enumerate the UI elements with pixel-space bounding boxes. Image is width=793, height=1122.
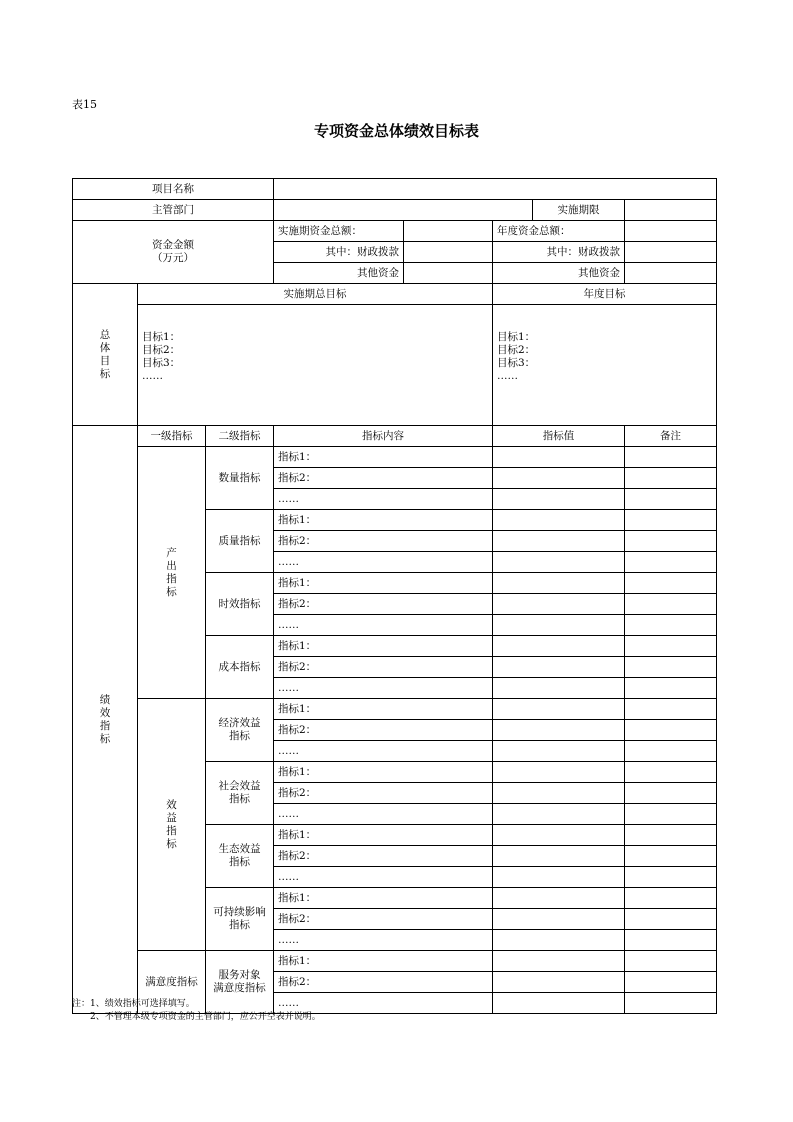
indicator-content[interactable]: 指标2：: [274, 468, 493, 489]
indicator-content[interactable]: 指标2：: [274, 909, 493, 930]
benefit-indicators-label: 效 益 指 标: [138, 699, 206, 951]
indicator-remark[interactable]: [625, 930, 717, 951]
indicator-value[interactable]: [493, 678, 625, 699]
indicator-value[interactable]: [493, 594, 625, 615]
indicator-content[interactable]: 指标2：: [274, 972, 493, 993]
indicator-remark[interactable]: [625, 510, 717, 531]
indicator-value[interactable]: [493, 468, 625, 489]
indicator-content[interactable]: 指标1：: [274, 888, 493, 909]
department-cell[interactable]: [274, 200, 533, 221]
footnote-2: 2、不管理本级专项资金的主管部门，应公开空表并说明。: [90, 1012, 321, 1022]
indicator-remark[interactable]: [625, 447, 717, 468]
indicator-remark[interactable]: [625, 846, 717, 867]
department-label: 主管部门: [73, 200, 274, 221]
indicator-content[interactable]: 指标1：: [274, 573, 493, 594]
indicator-remark[interactable]: [625, 783, 717, 804]
total-other-cell[interactable]: [404, 263, 493, 284]
indicator-remark[interactable]: [625, 762, 717, 783]
timeliness-indicator-label: 时效指标: [206, 573, 274, 636]
period-cell[interactable]: [625, 200, 717, 221]
indicator-content[interactable]: ……: [274, 993, 493, 1014]
footnote-1: 注：1、绩效指标可选择填写。: [72, 999, 195, 1009]
indicator-value[interactable]: [493, 510, 625, 531]
indicator-value[interactable]: [493, 951, 625, 972]
indicator-remark[interactable]: [625, 489, 717, 510]
indicator-value[interactable]: [493, 531, 625, 552]
indicator-content[interactable]: ……: [274, 804, 493, 825]
indicator-remark[interactable]: [625, 825, 717, 846]
indicator-remark[interactable]: [625, 741, 717, 762]
page-title: 专项资金总体绩效目标表: [313, 122, 479, 140]
indicator-content[interactable]: 指标2：: [274, 720, 493, 741]
indicator-value[interactable]: [493, 741, 625, 762]
funds-label-line1: 资金金额: [152, 239, 194, 251]
overall-goal-header: 实施期总目标: [138, 284, 493, 305]
indicator-value[interactable]: [493, 762, 625, 783]
indicator-content[interactable]: ……: [274, 930, 493, 951]
indicator-content[interactable]: 指标1：: [274, 510, 493, 531]
ecological-benefit-label: 生态效益 指标: [206, 825, 274, 888]
quality-indicator-label: 质量指标: [206, 510, 274, 573]
indicator-remark[interactable]: [625, 951, 717, 972]
total-fiscal-label: 其中：财政拨款: [274, 242, 404, 263]
indicator-content[interactable]: 指标1：: [274, 636, 493, 657]
total-fiscal-cell[interactable]: [404, 242, 493, 263]
indicator-remark[interactable]: [625, 531, 717, 552]
indicator-value[interactable]: [493, 552, 625, 573]
indicator-remark[interactable]: [625, 573, 717, 594]
total-funds-label: 实施期资金总额：: [274, 221, 404, 242]
performance-indicators-label: 绩 效 指 标: [73, 426, 138, 1014]
indicator-value[interactable]: [493, 447, 625, 468]
indicator-value[interactable]: [493, 720, 625, 741]
sustainable-impact-label: 可持续影响 指标: [206, 888, 274, 951]
indicator-content[interactable]: 指标2：: [274, 531, 493, 552]
col-level1-header: 一级指标: [138, 426, 206, 447]
indicator-value[interactable]: [493, 993, 625, 1014]
annual-other-label: 其他资金: [493, 263, 625, 284]
annual-fiscal-label: 其中：财政拨款: [493, 242, 625, 263]
indicator-value[interactable]: [493, 489, 625, 510]
indicator-remark[interactable]: [625, 909, 717, 930]
indicator-value[interactable]: [493, 888, 625, 909]
indicator-content[interactable]: ……: [274, 741, 493, 762]
project-name-label: 项目名称: [73, 179, 274, 200]
indicator-value[interactable]: [493, 825, 625, 846]
indicator-remark[interactable]: [625, 615, 717, 636]
funds-label: [73, 221, 274, 284]
indicator-value[interactable]: [493, 657, 625, 678]
overall-goals-label: 总 体 目 标: [73, 284, 138, 426]
total-other-label: 其他资金: [274, 263, 404, 284]
indicator-value[interactable]: [493, 972, 625, 993]
col-value-header: 指标值: [493, 426, 625, 447]
service-satisfaction-label: 服务对象 满意度指标: [206, 951, 274, 1014]
indicator-value[interactable]: [493, 909, 625, 930]
indicator-content[interactable]: 指标2：: [274, 657, 493, 678]
indicator-content[interactable]: 指标2：: [274, 846, 493, 867]
performance-target-table: [72, 178, 717, 1014]
indicator-remark[interactable]: [625, 552, 717, 573]
indicator-content[interactable]: ……: [274, 489, 493, 510]
indicator-value[interactable]: [493, 846, 625, 867]
period-label: 实施期限: [533, 200, 625, 221]
indicator-remark[interactable]: [625, 678, 717, 699]
economic-benefit-label: 经济效益 指标: [206, 699, 274, 762]
total-funds-cell[interactable]: [404, 221, 493, 242]
annual-other-cell[interactable]: [625, 263, 717, 284]
annual-goal-content[interactable]: 目标1： 目标2： 目标3： ……: [493, 305, 717, 426]
satisfaction-indicators-label: 满意度指标: [138, 951, 206, 1014]
indicator-remark[interactable]: [625, 993, 717, 1014]
indicator-value[interactable]: [493, 699, 625, 720]
indicator-remark[interactable]: [625, 867, 717, 888]
social-benefit-label: 社会效益 指标: [206, 762, 274, 825]
output-indicators-label: 产 出 指 标: [138, 447, 206, 699]
indicator-value[interactable]: [493, 867, 625, 888]
indicator-value[interactable]: [493, 930, 625, 951]
indicator-content[interactable]: 指标1：: [274, 951, 493, 972]
indicator-content[interactable]: 指标2：: [274, 594, 493, 615]
indicator-remark[interactable]: [625, 804, 717, 825]
indicator-value[interactable]: [493, 636, 625, 657]
indicator-remark[interactable]: [625, 720, 717, 741]
quantity-indicator-label: 数量指标: [206, 447, 274, 510]
indicator-content[interactable]: ……: [274, 552, 493, 573]
indicator-remark[interactable]: [625, 594, 717, 615]
overall-goal-content[interactable]: 目标1： 目标2： 目标3： ……: [138, 305, 493, 426]
indicator-content[interactable]: 指标1：: [274, 825, 493, 846]
annual-funds-label: 年度资金总额：: [493, 221, 625, 242]
indicator-value[interactable]: [493, 615, 625, 636]
indicator-remark[interactable]: [625, 972, 717, 993]
table-number: 表15: [72, 98, 97, 111]
annual-funds-cell[interactable]: [625, 221, 717, 242]
indicator-remark[interactable]: [625, 888, 717, 909]
project-name-cell[interactable]: [274, 179, 717, 200]
col-remark-header: 备注: [625, 426, 717, 447]
footnotes: [72, 998, 321, 1024]
indicator-content[interactable]: 指标1：: [274, 699, 493, 720]
col-level2-header: 二级指标: [206, 426, 274, 447]
indicator-value[interactable]: [493, 573, 625, 594]
indicator-content[interactable]: 指标1：: [274, 762, 493, 783]
indicator-content[interactable]: 指标1：: [274, 447, 493, 468]
indicator-remark[interactable]: [625, 699, 717, 720]
annual-fiscal-cell[interactable]: [625, 242, 717, 263]
funds-label-line2: （万元）: [152, 252, 194, 264]
indicator-content[interactable]: ……: [274, 615, 493, 636]
indicator-value[interactable]: [493, 783, 625, 804]
indicator-remark[interactable]: [625, 657, 717, 678]
indicator-content[interactable]: ……: [274, 867, 493, 888]
indicator-value[interactable]: [493, 804, 625, 825]
indicator-content[interactable]: ……: [274, 678, 493, 699]
indicator-content[interactable]: 指标2：: [274, 783, 493, 804]
cost-indicator-label: 成本指标: [206, 636, 274, 699]
col-content-header: 指标内容: [274, 426, 493, 447]
annual-goal-header: 年度目标: [493, 284, 717, 305]
indicator-remark[interactable]: [625, 468, 717, 489]
indicator-remark[interactable]: [625, 636, 717, 657]
